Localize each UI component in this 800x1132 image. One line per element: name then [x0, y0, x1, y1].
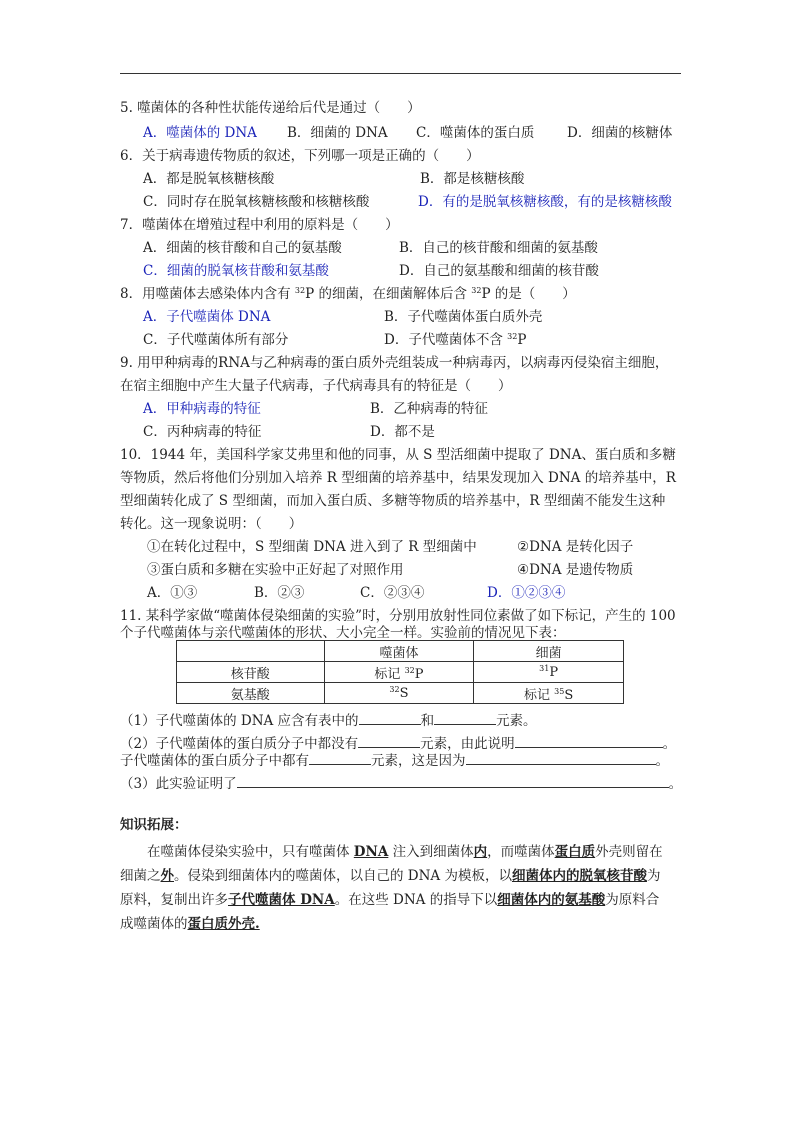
- q8-option-a: A．子代噬菌体 DNA: [143, 309, 271, 325]
- q6-option-a: A．都是脱氧核糖核酸: [143, 171, 275, 187]
- q10-stem-line3: 型细菌转化成了 S 型细菌，而加入蛋白质、多糖等物质的培养基中，R 型细菌不能发生这种: [120, 493, 666, 509]
- q11-stem-line1: 11. 某科学家做“噬菌体侵染细菌的实验”时，分别用放射性同位素做了如下标记，产生的 100: [120, 608, 676, 624]
- q9-stem-line2: 在宿主细胞中产生大量子代病毒，子代病毒具有的特征是（ ）: [120, 378, 512, 394]
- q5-option-d: D．细菌的核糖体: [567, 125, 673, 141]
- q7-option-c: C．细菌的脱氧核苷酸和氨基酸: [143, 263, 329, 279]
- table-cell: 标记 $^{35}$S: [474, 683, 624, 704]
- q5-option-a: A．噬菌体的 DNA: [143, 125, 257, 141]
- q8-option-d: D．子代噬菌体不含 $^{32}$P: [384, 332, 527, 348]
- q7-option-d: D．自己的氨基酸和细菌的核苷酸: [399, 263, 599, 279]
- extension-line2: 细菌之外。侵染到细菌体内的噬菌体，以自己的 DNA 为模板，以细菌体内的脱氧核苷酸为: [120, 868, 661, 884]
- table-cell: 细菌: [474, 641, 624, 662]
- q10-statement-1: ①在转化过程中，S 型细菌 DNA 进入到了 R 型细菌中: [147, 539, 477, 555]
- q8-option-b: B．子代噬菌体蛋白质外壳: [384, 309, 543, 325]
- q10-statement-3: ③蛋白质和多糖在实验中正好起了对照作用: [147, 562, 404, 578]
- q11-part3: （3）此实验证明了 。: [120, 776, 683, 792]
- q6-option-d: D．有的是脱氧核糖核酸，有的是核糖核酸: [418, 194, 672, 210]
- header-rule: [120, 73, 681, 74]
- q9-option-c: C．丙种病毒的特征: [143, 424, 262, 440]
- q5-option-c: C．噬菌体的蛋白质: [416, 125, 535, 141]
- q9-stem-line1: 9. 用甲种病毒的RNA与乙种病毒的蛋白质外壳组装成一种病毒丙，以病毒丙侵染宿主细胞，: [120, 355, 669, 371]
- extension-line3: 原料，复制出许多子代噬菌体 DNA。在这些 DNA 的指导下以细菌体内的氨基酸为原料合: [120, 892, 660, 908]
- extension-line4: 成噬菌体的蛋白质外壳.: [120, 916, 260, 932]
- q5-option-b: B．细菌的 DNA: [287, 125, 388, 141]
- table-cell: 核苷酸: [177, 662, 325, 683]
- q10-stem-line2: 等物质，然后将他们分别加入培养 R 型细菌的培养基中，结果发现加入 DNA 的培养基中，R: [120, 470, 676, 486]
- q9-option-d: D．都不是: [370, 424, 435, 440]
- table-row: [177, 641, 624, 662]
- q11-part1: （1）子代噬菌体的 DNA 应含有表中的 和 元素。: [120, 713, 537, 729]
- q10-option-b: B．②③: [254, 585, 305, 601]
- q7-stem: 7．噬菌体在增殖过程中利用的原料是（ ）: [120, 217, 399, 233]
- q7-option-a: A．细菌的核苷酸和自己的氨基酸: [143, 240, 342, 256]
- isotope-table: [176, 640, 624, 704]
- q6-stem: 6．关于病毒遗传物质的叙述，下列哪一项是正确的（ ）: [120, 148, 480, 164]
- q10-option-d: D．①②③④: [487, 585, 566, 601]
- q10-statement-2: ②DNA 是转化因子: [517, 539, 634, 555]
- q11-part2: （2）子代噬菌体的蛋白质分子中都没有 元素，由此说明 。: [120, 736, 677, 752]
- table-row: [177, 683, 624, 704]
- q6-option-b: B．都是核糖核酸: [420, 171, 525, 187]
- q10-option-a: A．①③: [147, 585, 198, 601]
- extension-line1: 在噬菌体侵染实验中，只有噬菌体 DNA 注入到细菌体内，而噬菌体蛋白质外壳则留在: [147, 844, 663, 860]
- table-row: [177, 662, 624, 683]
- table-cell: $^{32}$S: [324, 683, 474, 704]
- extension-title: 知识拓展：: [120, 817, 188, 833]
- q10-statement-4: ④DNA 是遗传物质: [517, 562, 634, 578]
- q10-stem-line1: 10．1944 年，美国科学家艾弗里和他的同事，从 S 型活细菌中提取了 DNA、蛋白质和多糖: [120, 447, 676, 463]
- q5-stem: 5. 噬菌体的各种性状能传递给后代是通过（ ）: [120, 100, 421, 116]
- q11-stem-line2: 个子代噬菌体与亲代噬菌体的形状、大小完全一样。实验前的情况见下表：: [120, 625, 566, 641]
- table-cell: 噬菌体: [324, 641, 474, 662]
- table-cell: $^{31}$P: [474, 662, 624, 683]
- q9-option-a: A．甲种病毒的特征: [143, 401, 261, 417]
- q6-option-c: C．同时存在脱氧核糖核酸和核糖核酸: [143, 194, 370, 210]
- q7-option-b: B．自己的核苷酸和细菌的氨基酸: [399, 240, 598, 256]
- table-cell: [177, 641, 325, 662]
- q8-option-c: C．子代噬菌体所有部分: [143, 332, 289, 348]
- table-cell: 标记 $^{32}$P: [324, 662, 474, 683]
- q8-stem: 8．用噬菌体去感染体内含有 $^{32}$P 的细菌，在细菌解体后含 $^{32}$P 的是（ ）: [120, 286, 576, 302]
- q9-option-b: B．乙种病毒的特征: [370, 401, 488, 417]
- q10-option-c: C．②③④: [360, 585, 425, 601]
- q11-part2-cont: 子代噬菌体的蛋白质分子中都有 元素，这是因为 。: [120, 753, 669, 769]
- table-cell: 氨基酸: [177, 683, 325, 704]
- q10-stem-line4: 转化。这一现象说明：（ ）: [120, 516, 303, 532]
